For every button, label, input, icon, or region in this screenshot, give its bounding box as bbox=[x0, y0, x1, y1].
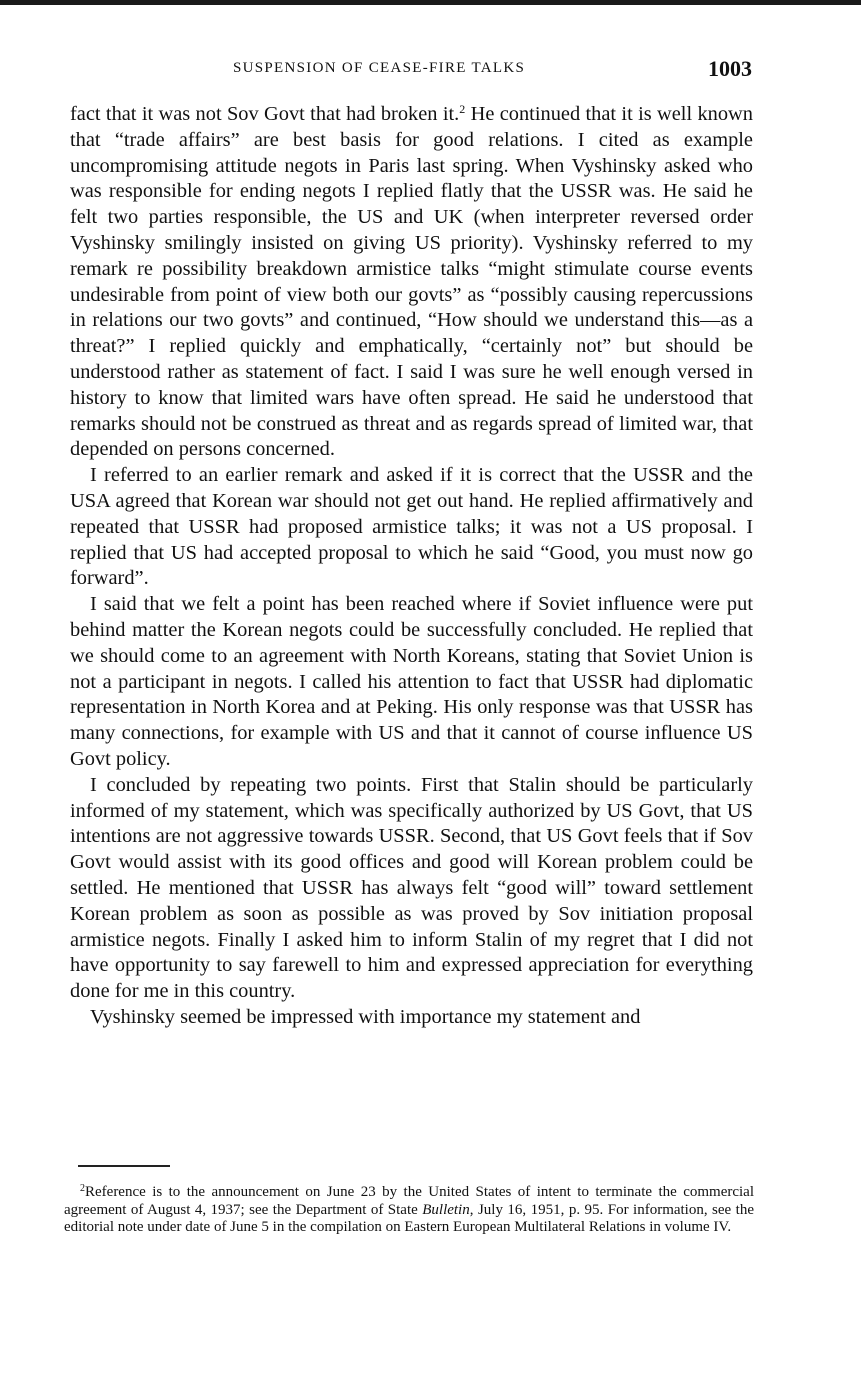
paragraph-text: He continued that it is well known that “trade affairs” are best basis for good relations. I cited as example uncompromising attitude negots in Paris last spring. When Vyshinsky asked who was responsible for ending negots I replied flatly that the USSR was. He said he felt two parties responsible, the US and UK (when interpreter reversed order Vyshinsky smilingly insisted on giving US priority). Vyshinsky referred to my remark re possibility breakdown armistice talks “might stimulate course events undesirable from point of view both our govts” as “possibly causing repercussions in relations our two govts” and continued, “How should we understand this—as a threat?” I replied quickly and emphatically, “certainly not” but should be understood rather as statement of fact. I said I was sure he well enough versed in history to know that limited wars have often spread. He said he understood that remarks should not be construed as threat and as regards spread of limited war, that depended on persons concerned. bbox=[70, 103, 753, 461]
footnote-reference: 2 bbox=[459, 102, 466, 116]
page-header bbox=[70, 56, 752, 90]
body-text bbox=[70, 102, 753, 1031]
page-number: 1003 bbox=[708, 56, 752, 81]
running-head: SUSPENSION OF CEASE-FIRE TALKS bbox=[233, 60, 526, 76]
paragraph-text: fact that it was not Sov Govt that had broken it. bbox=[70, 103, 460, 125]
footnote-text-part: , July 16, 1951, p. 95. For information, see the editorial note under date of June 5 in the compilation on Eastern European Multilateral Relations in volume bbox=[64, 1201, 754, 1236]
footnote-text-part: Reference is to the announcement on June 23 by the United States of intent to terminate the commercial agreement of August 4, 1937; see the Department of State bbox=[64, 1184, 754, 1218]
footnote-divider bbox=[78, 1165, 170, 1167]
footnote-text bbox=[64, 1184, 754, 1237]
footnote bbox=[64, 1184, 754, 1237]
page-top-border bbox=[0, 0, 861, 5]
paragraph: Vyshinsky seemed be impressed with importance my statement and bbox=[90, 1005, 641, 1028]
paragraph bbox=[70, 102, 753, 463]
footnote-publication-title: Bulletin bbox=[422, 1201, 470, 1218]
paragraph: I referred to an earlier remark and asked if it is correct that the USSR and the USA agreed that Korean war should not get out hand. He replied affirmatively and repeated that USSR had proposed armistice talks; it was not a US proposal. I replied that US had accepted proposal to which he said “Good, you must now go forward”. bbox=[70, 464, 753, 590]
footnote-marker: 2 bbox=[80, 1183, 85, 1194]
footnote-volume: IV. bbox=[713, 1219, 732, 1236]
paragraph: I said that we felt a point has been reached where if Soviet influence were put behind matter the Korean negots could be successfully concluded. He replied that we should come to an agreement with North Koreans, stating that Soviet Union is not a participant in negots. I called his attention to fact that USSR had diplomatic representation in North Korea and at Peking. His only response was that USSR has many connections, for example with US and that it cannot of course influence US Govt policy. bbox=[70, 593, 753, 770]
paragraph: I concluded by repeating two points. First that Stalin should be particularly informed of my statement, which was specifically authorized by US Govt, that US intentions are not aggressive towards USSR. Second, that US Govt feels that if Sov Govt would assist with its good offices and good will Korean problem could be settled. He mentioned that USSR has always felt “good will” toward settlement Korean problem as soon as possible as was proved by Sov initiation proposal armistice negots. Finally I asked him to inform Stalin of my regret that I did not have opportunity to say farewell to him and expressed appreciation for everything done for me in this country. bbox=[70, 773, 753, 1003]
